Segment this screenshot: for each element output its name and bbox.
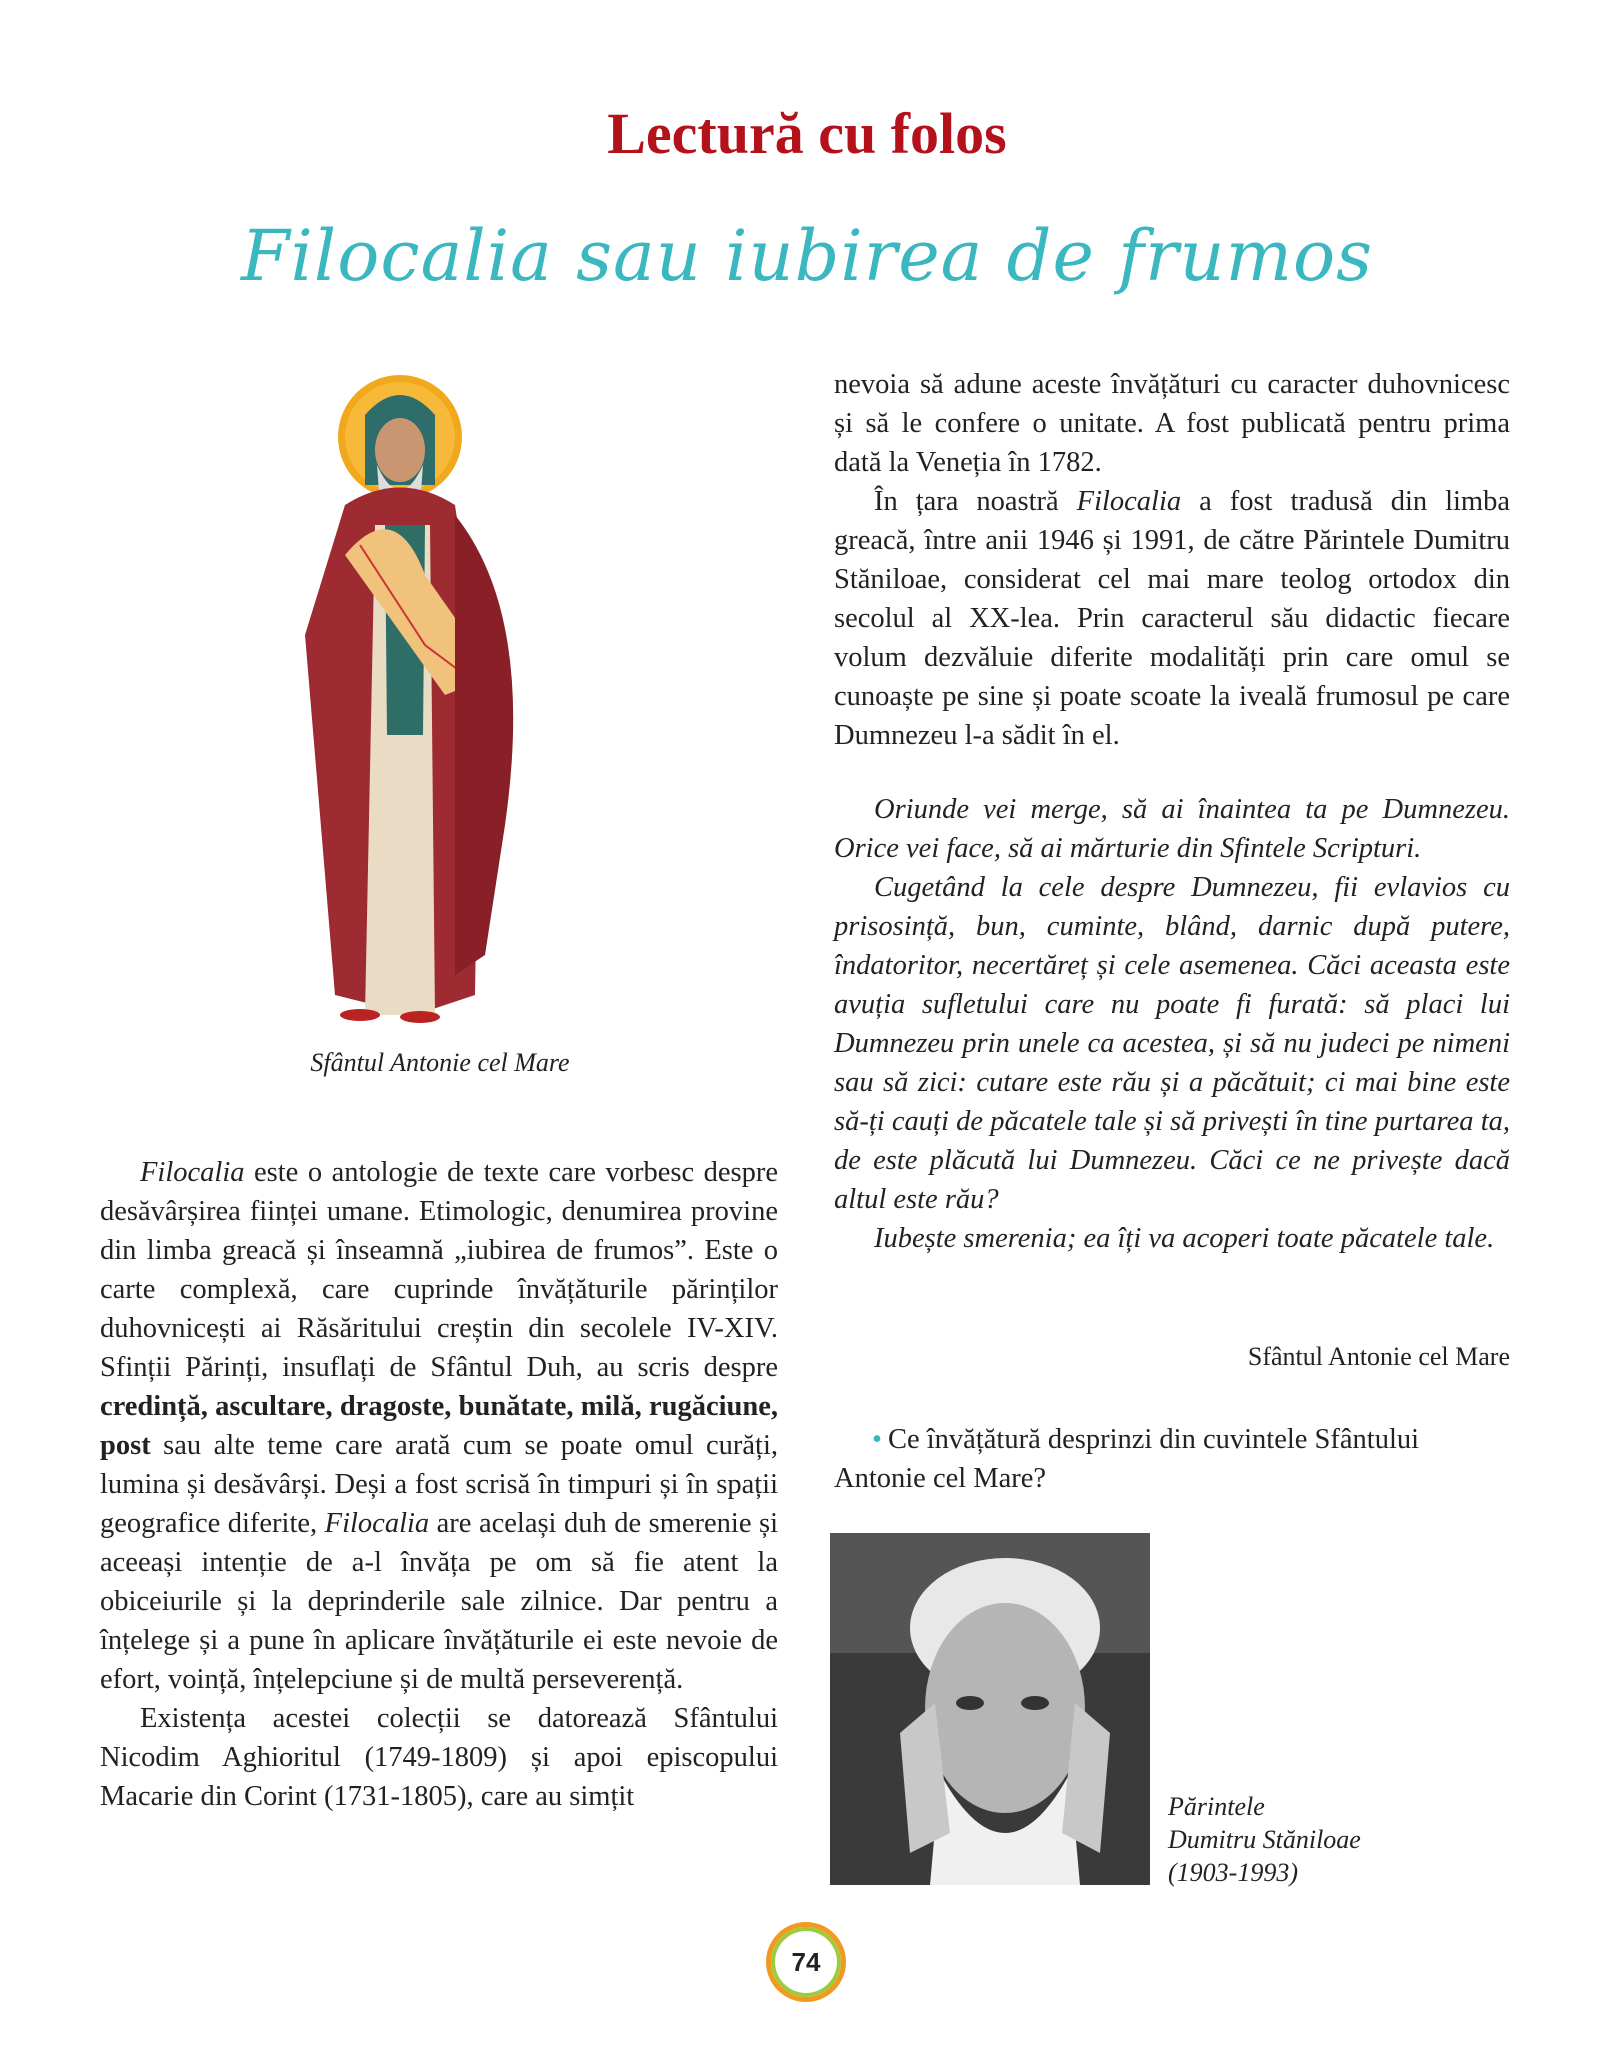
paragraph <box>834 365 1510 482</box>
bold-text: credință, ascultare, dragoste, bunătate, milă, rugăciune, post <box>100 1391 778 1461</box>
page-number: 74 <box>766 1922 846 2002</box>
question <box>834 1420 1510 1498</box>
text: nevoia să adune aceste învățături cu caracter duhovnicesc și să le confere o unitate. A fost publicată pentru prima dată la Veneția în 1782. <box>834 369 1510 478</box>
italic-text: Filocalia <box>1076 486 1182 517</box>
quote-paragraph: Cugetând la cele despre Dumnezeu, fii evlavios cu prisosință, bun, cuminte, blând, darnic după putere, îndatoritor, necertăreț și cele asemenea. Căci aceasta este avuția sufletului care nu poate fi furată: să placi lui Dumnezeu prin unele ca acestea, și să nu judeci pe nimeni sau să zici: cutare este rău și a păcătuit; ci mai bine este să-ți cauți de păcatele tale și să privești în tine purtarea ta, de este plăcută lui Dumnezeu. Căci ce ne privește dacă altul este rău? <box>834 872 1510 1215</box>
bullet-icon: • <box>872 1424 882 1455</box>
quote-attribution: Sfântul Antonie cel Mare <box>1247 1342 1510 1371</box>
text: are același duh de smerenie și aceeași intenție de a-l învăța pe om să fie atent la obiceiurile și la deprinderile sale zilnice. Dar pentru a înțelege și a pune în aplicare învățăturile ei este nevoie de efort, voință, înțelepciune și de multă perseverență. <box>100 1508 778 1695</box>
left-column-text <box>100 1153 778 1816</box>
photo-caption-line: Dumitru Stăniloae <box>1168 1825 1361 1854</box>
quote-paragraph: Iubește smerenia; ea îți va acoperi toate păcatele tale. <box>874 1223 1495 1254</box>
italic-text: Filocalia <box>140 1157 245 1188</box>
text: este o antologie de texte care vorbesc despre desăvârșirea ființei umane. Etimologic, denumirea provine din limba greacă și înseamnă „iubirea de frumos”. Este o carte complexă, care cuprinde învățăturile părinților duhovnicești ai Răsăritului creștin din secolele IV-XIV. Sfinții Părinți, insuflați de Sfântul Duh, au scris despre <box>100 1157 778 1383</box>
photo-caption-line: Părintele <box>1168 1792 1265 1821</box>
paragraph <box>834 482 1510 755</box>
question-text: Ce învățătură desprinzi din cuvintele Sfântului Antonie cel Mare? <box>834 1424 1420 1494</box>
photo-caption-line: (1903-1993) <box>1168 1858 1298 1887</box>
text: a fost tradusă din limba greacă, între anii 1946 și 1991, de către Părintele Dumitru Stăniloae, considerat cel mai mare teolog ortodox din secolul al XX-lea. Prin caracterul său didactic fiecare volum dezvăluie diferite modalități prin care omul se cunoaște pe sine și poate scoate la iveală frumosul pe care Dumnezeu l-a sădit în el. <box>834 486 1510 751</box>
text: Existența acestei colecții se datorează Sfântului Nicodim Aghioritul (1749-1809) și apoi episcopului Macarie din Corint (1731-1805), care au simțit <box>100 1703 778 1812</box>
paragraph <box>100 1153 778 1699</box>
right-column-text <box>834 365 1510 755</box>
quote-paragraph: Oriunde vei merge, să ai înaintea ta pe Dumnezeu. Orice vei face, să ai mărturie din Sfintele Scripturi. <box>834 794 1510 864</box>
icon-caption: Sfântul Antonie cel Mare <box>310 1048 570 1077</box>
staniloae-photo <box>830 1533 1150 1885</box>
article-title: Filocalia sau iubirea de frumos <box>240 215 1374 297</box>
paragraph <box>100 1699 778 1816</box>
photo-caption <box>1168 1790 1361 1889</box>
italic-text: Filocalia <box>324 1508 430 1539</box>
quote-block <box>834 790 1510 1258</box>
text: În țara noastră <box>874 486 1077 517</box>
section-title: Lectură cu folos <box>607 101 1007 166</box>
saint-anthony-icon-image <box>305 375 580 1040</box>
text: sau alte teme care arată cum se poate omul curăți, lumina și desăvârși. Deși a fost scrisă în timpuri și în spații geografice diferite, <box>100 1430 778 1539</box>
